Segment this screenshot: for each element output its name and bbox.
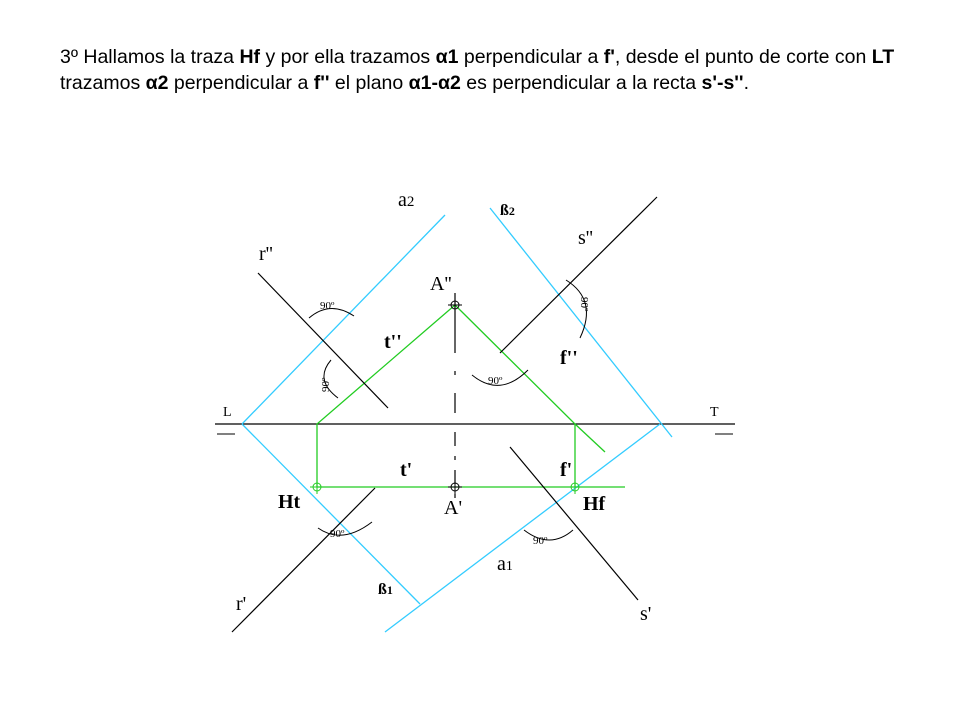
point-ht bbox=[310, 480, 324, 494]
angle-arc-lower-right bbox=[524, 530, 573, 540]
angle-label-2: 90º bbox=[320, 377, 332, 392]
label-alpha1: a1 bbox=[497, 553, 513, 575]
plane-trace-beta1 bbox=[385, 424, 660, 632]
label-beta1: ß1 bbox=[378, 581, 393, 598]
angle-label-5: 90º bbox=[330, 528, 345, 540]
label-beta2: ß2 bbox=[500, 202, 515, 219]
label-hf: Hf bbox=[583, 493, 606, 515]
angle-label-4: 90º bbox=[578, 297, 590, 312]
label-alpha2: a2 bbox=[398, 189, 415, 211]
plane-trace-alpha1 bbox=[242, 424, 420, 604]
point-a-prime bbox=[448, 480, 462, 494]
label-t-prime: t' bbox=[400, 459, 413, 481]
label-a-prime: A' bbox=[444, 497, 463, 519]
label-r-prime: r' bbox=[236, 593, 247, 615]
label-s-prime: s' bbox=[640, 603, 652, 625]
line-f-double-prime bbox=[455, 305, 575, 487]
angle-label-3: 90º bbox=[488, 375, 503, 387]
label-l: L bbox=[223, 405, 232, 420]
angle-label-6: 90º bbox=[533, 535, 548, 547]
line-r-prime bbox=[232, 488, 375, 632]
angle-label-1: 90º bbox=[320, 300, 335, 312]
label-ht: Ht bbox=[278, 491, 301, 513]
instruction-text: 3º Hallamos la traza Hf y por ella trazamos α1 perpendicular a f', desde el punto de corte con LT trazamos α2 perpendicular a f'' el plano α1-α2 es perpendicular a la recta s'-s''. bbox=[60, 46, 895, 94]
label-a-double-prime: A'' bbox=[430, 273, 452, 295]
label-f-prime: f' bbox=[560, 459, 573, 481]
label-f-double-prime: f'' bbox=[560, 347, 578, 369]
label-s-double-prime: s'' bbox=[578, 227, 593, 249]
label-r-double-prime: r'' bbox=[259, 243, 273, 265]
line-s-double-prime bbox=[500, 197, 657, 353]
label-t-double-prime: t'' bbox=[384, 331, 402, 353]
label-t: T bbox=[710, 405, 719, 420]
green-ext-upper bbox=[575, 424, 605, 452]
